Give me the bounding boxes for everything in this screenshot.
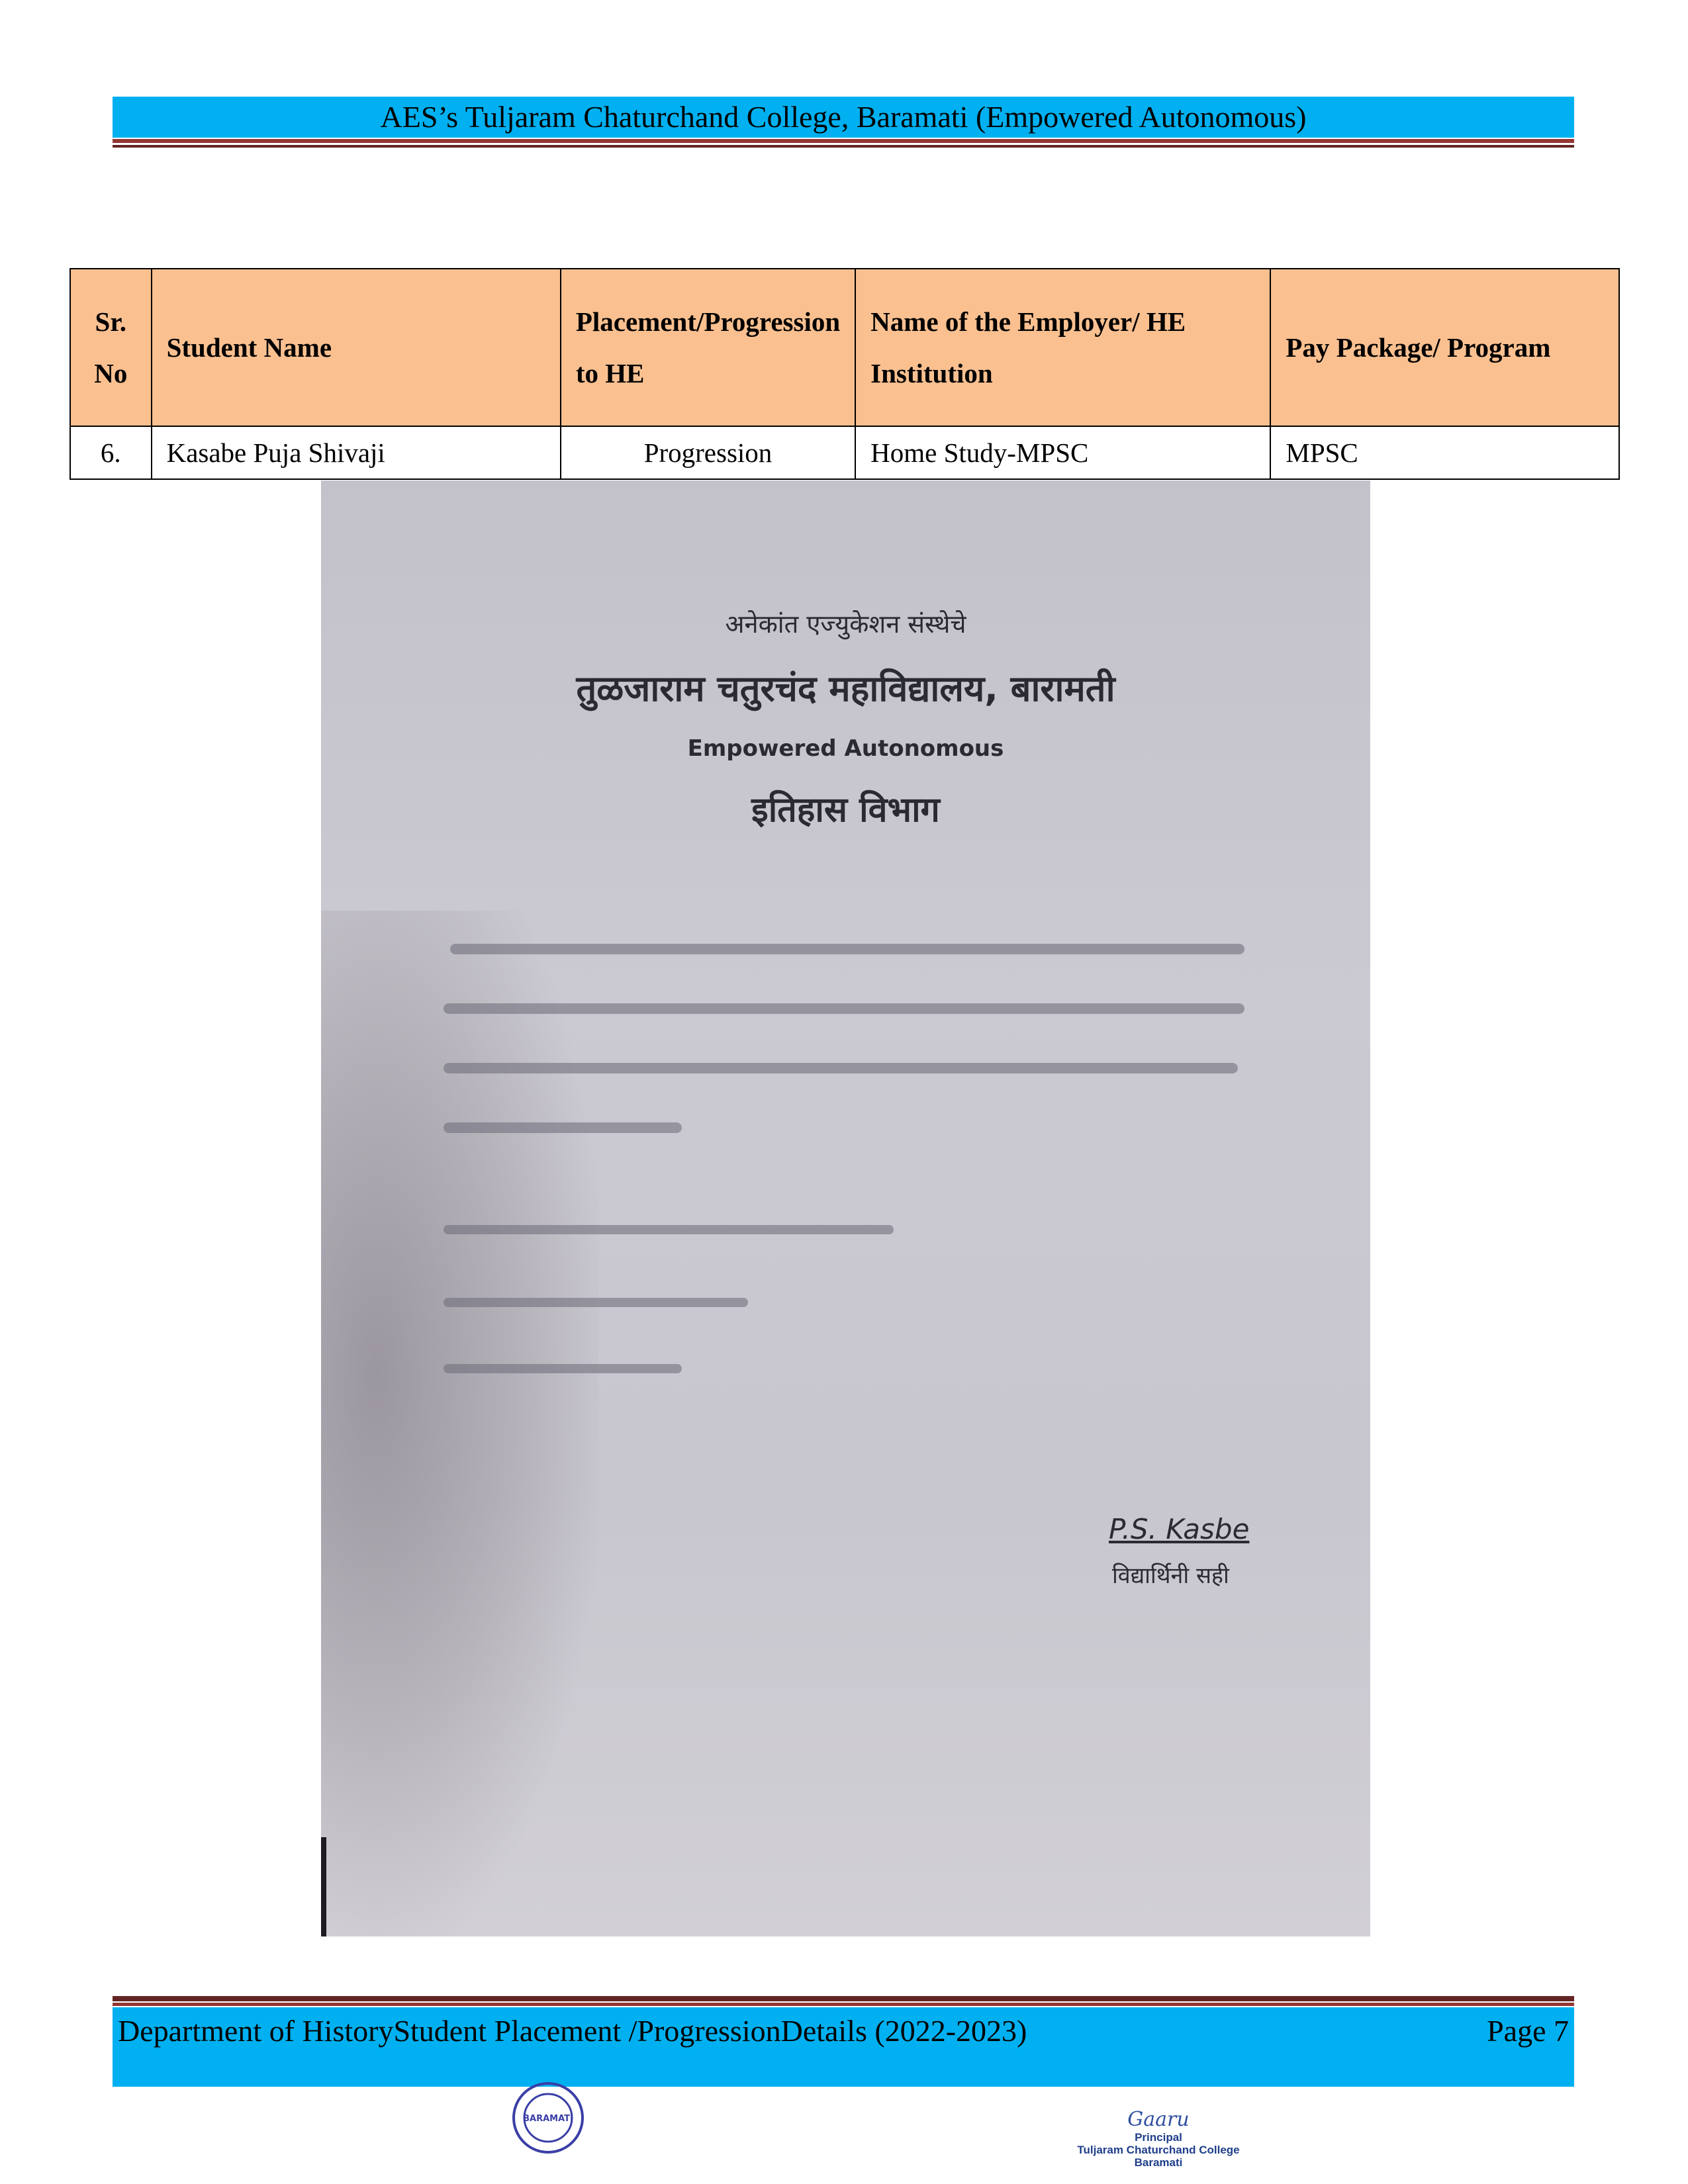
photo-edge <box>321 1837 1370 1936</box>
col-employer: Name of the Employer/ HE Institution <box>855 269 1270 426</box>
col-pay-package: Pay Package/ Program <box>1270 269 1619 426</box>
principal-signature-block <box>1072 2108 1244 2169</box>
principal-title: Principal <box>1135 2131 1182 2144</box>
cell-pay-package: MPSC <box>1270 426 1619 479</box>
certificate-body-blur <box>444 937 1258 1189</box>
certificate-details-blur <box>444 1225 907 1384</box>
page-number: Page 7 <box>1487 2014 1569 2048</box>
certificate-autonomous: Empowered Autonomous <box>687 735 1004 762</box>
page-header <box>113 97 1574 138</box>
principal-city: Baramati <box>1134 2156 1183 2169</box>
col-sr-no: Sr. No <box>70 269 152 426</box>
placement-table <box>70 268 1620 480</box>
stamp-text: BARAMATI <box>523 2114 573 2124</box>
footer-department: Department of HistoryStudent Placement /ProgressionDetails (2022-2023) <box>118 2014 1027 2048</box>
college-stamp <box>511 2081 585 2155</box>
header-rule <box>113 139 1574 143</box>
table-row <box>70 426 1619 479</box>
certificate-department: इतिहास विभाग <box>751 790 940 830</box>
certificate-photo <box>321 480 1370 1936</box>
principal-signature: Gaaru <box>1127 2108 1190 2131</box>
col-student-name: Student Name <box>152 269 561 426</box>
student-signature: P.S. Kasbe <box>1109 1513 1250 1545</box>
signature-label: विद्यार्थिनी सही <box>1112 1563 1229 1589</box>
cell-sr-no: 6. <box>70 426 152 479</box>
page-footer <box>113 2007 1574 2087</box>
header-rule-secondary <box>113 145 1574 148</box>
footer-rule <box>113 1996 1574 2001</box>
col-placement: Placement/Progression to HE <box>561 269 855 426</box>
certificate-college: तुळजाराम चतुरचंद महाविद्यालय, बारामती <box>576 668 1115 709</box>
certificate-org: अनेकांत एज्युकेशन संस्थेचे <box>725 610 966 639</box>
header-title: AES’s Tuljaram Chaturchand College, Baramati (Empowered Autonomous) <box>380 100 1307 134</box>
table-header-row <box>70 269 1619 426</box>
cell-placement: Progression <box>561 426 855 479</box>
cell-student-name: Kasabe Puja Shivaji <box>152 426 561 479</box>
footer-rule-secondary <box>113 2003 1574 2006</box>
cell-employer: Home Study-MPSC <box>855 426 1270 479</box>
principal-college: Tuljaram Chaturchand College <box>1077 2144 1240 2156</box>
